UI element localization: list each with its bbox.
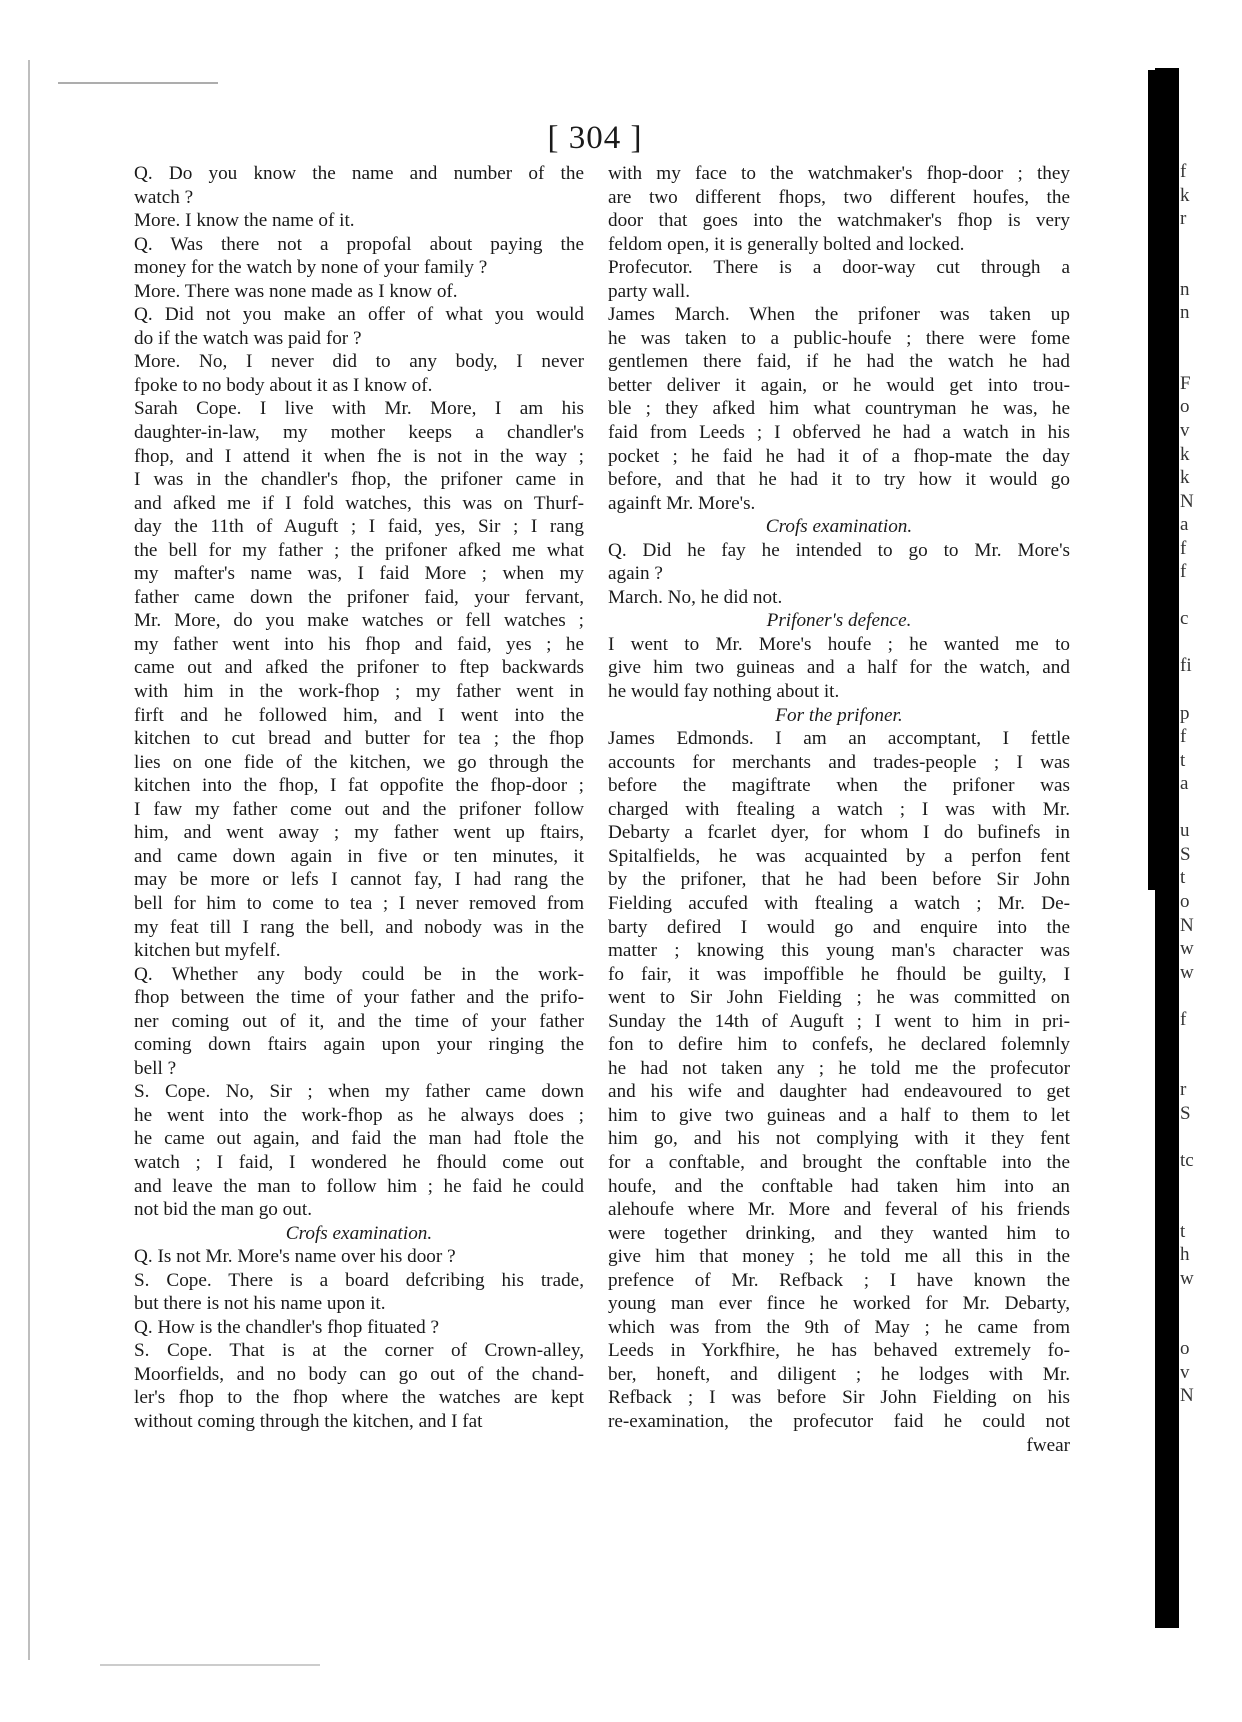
bleed-glyph: k xyxy=(1180,184,1190,206)
text-line: give him that money ; he told me all this in the xyxy=(608,1246,1070,1268)
text-line: ner coming out of it, and the time of your father xyxy=(134,1010,584,1032)
text-line: James March. When the prifoner was taken up xyxy=(608,304,1070,326)
text-line: Debarty a fcarlet dyer, for whom I do bufinefs in xyxy=(608,822,1070,844)
text-line: young man ever fince he worked for Mr. Debarty, xyxy=(608,1293,1070,1315)
text-line: Q. Whether any body could be in the work- xyxy=(134,963,584,985)
text-line: S. Cope. No, Sir ; when my father came down xyxy=(134,1081,584,1103)
text-line: by the prifoner, that he had been before Sir John xyxy=(608,869,1070,891)
bleed-glyph: tc xyxy=(1180,1149,1194,1171)
text-line: bell ? xyxy=(134,1057,177,1079)
text-line: he went into the work-fhop as he always does ; xyxy=(134,1104,584,1126)
text-line: door that goes into the watchmaker's fhop is very xyxy=(608,210,1070,232)
text-line: matter ; knowing this young man's character was xyxy=(608,940,1070,962)
text-line: watch ? xyxy=(134,186,194,208)
text-line: Crofs examination. xyxy=(285,1222,433,1244)
left-column xyxy=(134,162,584,1434)
bleed-glyph: v xyxy=(1180,420,1190,442)
text-line: accounts for merchants and trades-people ; I was xyxy=(608,751,1070,773)
bleed-glyph: c xyxy=(1180,608,1189,630)
text-line: pocket ; he faid he had it of a fhop-mate the day xyxy=(608,445,1070,467)
bleed-glyph: f xyxy=(1180,1008,1187,1030)
bleed-glyph xyxy=(1180,1125,1220,1149)
text-line: Q. Did not you make an offer of what you would xyxy=(134,304,584,326)
right-column xyxy=(608,162,1070,1457)
text-line: he was taken to a public-houfe ; there were fome xyxy=(608,327,1070,349)
bleed-glyph: r xyxy=(1180,208,1187,230)
text-line: charged with ftealing a watch ; I was with Mr. xyxy=(608,798,1070,820)
bleed-glyph xyxy=(1180,796,1220,820)
bleed-glyph: v xyxy=(1180,1361,1190,1383)
bleed-glyph: S xyxy=(1180,843,1191,865)
bleed-glyph: f xyxy=(1180,161,1187,182)
text-line: not bid the man go out. xyxy=(134,1199,312,1221)
text-line: I was in the chandler's fhop, the prifoner came in xyxy=(134,469,584,491)
scan-margin-line xyxy=(28,60,30,1660)
text-line: Refback ; I was before Sir John Fielding on his xyxy=(608,1387,1070,1409)
text-line: alehoufe where Mr. More and feveral of his friends xyxy=(608,1199,1070,1221)
bleed-glyph: r xyxy=(1180,1079,1187,1101)
text-line: James Edmonds. I am an accomptant, I fettle xyxy=(608,728,1070,750)
text-line: but there is not his name upon it. xyxy=(134,1293,386,1315)
text-line: before, and that he had it to try how it would go xyxy=(608,469,1070,491)
text-line: the bell for my father ; the prifoner afked me what xyxy=(134,539,584,561)
text-line: father came down the prifoner faid, your fervant, xyxy=(134,586,584,608)
bleed-glyph xyxy=(1180,348,1220,372)
text-line: my feat till I rang the bell, and nobody was in the xyxy=(134,916,584,938)
text-line: Sarah Cope. I live with Mr. More, I am his xyxy=(134,398,584,420)
text-line: and afked me if I fold watches, this was on Thurf- xyxy=(134,492,584,514)
text-line: and came down again in five or ten minutes, it xyxy=(134,845,584,867)
text-line: Q. Do you know the name and number of the xyxy=(134,163,584,184)
bleed-glyph: n xyxy=(1180,278,1190,300)
bleed-glyph xyxy=(1180,325,1220,349)
text-line: Mr. More, do you make watches or fell watches ; xyxy=(134,610,584,632)
text-line: money for the watch by none of your family ? xyxy=(134,257,488,279)
text-line: I went to Mr. More's houfe ; he wanted me to xyxy=(608,633,1070,655)
text-line: my father went into his fhop and faid, yes ; he xyxy=(134,633,584,655)
text-line: daughter-in-law, my mother keeps a chandler's xyxy=(134,422,584,444)
text-line: give him two guineas and a half for the watch, and xyxy=(608,657,1070,679)
text-line: better deliver it again, or he would get into trou- xyxy=(608,374,1070,396)
text-line: I faw my father come out and the prifoner follow xyxy=(134,798,584,820)
bleed-glyph: o xyxy=(1180,396,1190,418)
text-line: Sunday the 14th of Auguft ; I went to him in pri- xyxy=(608,1010,1070,1032)
text-line: again ? xyxy=(608,563,663,585)
text-line: him, and went away ; my father went up ftairs, xyxy=(134,822,584,844)
text-line: againft Mr. More's. xyxy=(608,492,756,514)
text-line: S. Cope. There is a board defcribing his trade, xyxy=(134,1269,584,1291)
text-line: kitchen into the fhop, I fat oppofite the fhop-door ; xyxy=(134,775,584,797)
text-line: went to Sir John Fielding ; he was committed on xyxy=(608,987,1070,1009)
text-line: with him in the work-fhop ; my father went in xyxy=(134,681,584,703)
text-line: bell for him to come to tea ; I never removed from xyxy=(134,892,584,914)
text-line: ber, honeft, and diligent ; he lodges with Mr. xyxy=(608,1363,1070,1385)
text-line: were together drinking, and they wanted him to xyxy=(608,1222,1070,1244)
bleed-glyph xyxy=(1180,631,1220,655)
bleed-glyph: k xyxy=(1180,467,1190,489)
bleed-glyph: fi xyxy=(1180,655,1192,677)
text-line: Profecutor. There is a door-way cut through a xyxy=(608,257,1070,279)
bleed-glyph: f xyxy=(1180,726,1187,748)
text-line: Q. Was there not a propofal about paying the xyxy=(134,233,584,255)
text-line: came out and afked the prifoner to ftep backwards xyxy=(134,657,584,679)
text-line: More. I know the name of it. xyxy=(134,210,355,232)
bleed-glyph: S xyxy=(1180,1102,1191,1124)
text-line: prefence of Mr. Refback ; I have known the xyxy=(608,1269,1070,1291)
bleed-glyph: k xyxy=(1180,443,1190,465)
text-line: do if the watch was paid for ? xyxy=(134,327,362,349)
bleed-glyph: f xyxy=(1180,561,1187,583)
text-line: kitchen but myfelf. xyxy=(134,940,281,962)
text-line: coming down ftairs again upon your ringing the xyxy=(134,1034,584,1056)
bleed-glyph: N xyxy=(1180,914,1194,936)
text-line: More. There was none made as I know of. xyxy=(134,280,458,302)
text-line: More. No, I never did to any body, I never xyxy=(134,351,584,373)
bleed-glyph: u xyxy=(1180,820,1190,842)
text-line: Fielding accufed with ftealing a watch ; Mr. De- xyxy=(608,892,1070,914)
text-line: are two different fhops, two different houfes, the xyxy=(608,186,1070,208)
bleed-glyph: o xyxy=(1180,1338,1190,1360)
bleed-glyph xyxy=(1180,1031,1220,1055)
bleed-glyph: h xyxy=(1180,1244,1190,1266)
bleed-glyph xyxy=(1180,584,1220,608)
text-line: feldom open, it is generally bolted and locked. xyxy=(608,233,965,255)
text-line: Spitalfields, he was acquainted by a perfon fent xyxy=(608,845,1070,867)
scan-top-rule xyxy=(58,82,218,84)
bleed-glyph: n xyxy=(1180,302,1190,324)
text-line: ble ; they afked him what countryman he was, he xyxy=(608,398,1070,420)
text-line: Q. Did he fay he intended to go to Mr. More's xyxy=(608,539,1070,561)
text-line: houfe, and the conftable had taken him into an xyxy=(608,1175,1070,1197)
text-line: him go, and his not complying with it they fent xyxy=(608,1128,1070,1150)
bleed-glyph: t xyxy=(1180,1220,1186,1242)
bleed-glyph xyxy=(1180,231,1220,255)
text-line: fhop between the time of your father and the prifo- xyxy=(134,987,584,1009)
bleed-glyph xyxy=(1180,1196,1220,1220)
text-line: S. Cope. That is at the corner of Crown-alley, xyxy=(134,1340,584,1362)
text-line: fpoke to no body about it as I know of. xyxy=(134,374,433,396)
text-line: he came out again, and faid the man had ftole the xyxy=(134,1128,584,1150)
bleed-glyph: w xyxy=(1180,938,1194,960)
text-line: watch ; I faid, I wondered he fhould come out xyxy=(134,1151,584,1173)
bleed-glyph xyxy=(1180,1290,1220,1314)
bleed-glyph: N xyxy=(1180,1385,1194,1407)
text-line: fo fair, it was impoffible he fhould be guilty, I xyxy=(608,963,1070,985)
text-line: before the magiftrate when the prifoner was xyxy=(608,775,1070,797)
bleed-glyph: N xyxy=(1180,490,1194,512)
page-number: [ 304 ] xyxy=(547,120,643,156)
text-line: re-examination, the profecutor faid he could not xyxy=(608,1410,1070,1432)
bleed-glyph xyxy=(1180,984,1220,1008)
bleed-glyph: o xyxy=(1180,890,1190,912)
bleed-glyph xyxy=(1180,1173,1220,1197)
text-line: and his wife and daughter had endeavoured to get xyxy=(608,1081,1070,1103)
bleed-glyph: w xyxy=(1180,1267,1194,1289)
text-line: For the prifoner. xyxy=(775,704,903,726)
bleed-glyph xyxy=(1180,1055,1220,1079)
text-line: gentlemen there faid, if he had the watch he had xyxy=(608,351,1070,373)
text-line: without coming through the kitchen, and I fat xyxy=(134,1410,483,1432)
text-line: Leeds in Yorkfhire, he has behaved extremely fo- xyxy=(608,1340,1070,1362)
text-line: may be more or lefs I cannot fay, I had rang the xyxy=(134,869,584,891)
bleed-glyph xyxy=(1180,1314,1220,1338)
text-line: Q. Is not Mr. More's name over his door ? xyxy=(134,1246,456,1268)
text-line: fhop, and I attend it when fhe is not in the way ; xyxy=(134,445,584,467)
bleed-glyph: f xyxy=(1180,537,1187,559)
text-line: him to give two guineas and a half to them to let xyxy=(608,1104,1070,1126)
text-line: firft and he followed him, and I went into the xyxy=(134,704,584,726)
scan-gutter-bar xyxy=(1155,68,1179,1628)
text-line: fwear xyxy=(1026,1434,1070,1456)
bleed-glyph: t xyxy=(1180,867,1186,889)
text-line: fon to defire him to confefs, he declared folemnly xyxy=(608,1034,1070,1056)
text-line: Crofs examination. xyxy=(765,516,913,538)
bleed-glyph: a xyxy=(1180,514,1189,536)
text-line: ler's fhop to the fhop where the watches are kept xyxy=(134,1387,584,1409)
bleed-glyph: w xyxy=(1180,961,1194,983)
facing-page-bleed-through xyxy=(1180,160,1220,1408)
text-line: faid from Leeds ; I obferved he had a watch in his xyxy=(608,422,1070,444)
text-line: day the 11th of Auguft ; I faid, yes, Sir ; I rang xyxy=(134,516,584,538)
bleed-glyph: a xyxy=(1180,773,1189,795)
text-line: he would fay nothing about it. xyxy=(608,681,840,703)
text-line: he had not taken any ; he told me the profecutor xyxy=(608,1057,1070,1079)
text-line: kitchen to cut bread and butter for tea ; the fhop xyxy=(134,728,584,750)
text-line: for a conftable, and brought the conftable into the xyxy=(608,1151,1070,1173)
bleed-glyph: t xyxy=(1180,749,1186,771)
text-line: Q. How is the chandler's fhop fituated ? xyxy=(134,1316,440,1338)
text-line: and leave the man to follow him ; he faid he could xyxy=(134,1175,584,1197)
bleed-glyph xyxy=(1180,254,1220,278)
text-line: Prifoner's defence. xyxy=(766,610,912,632)
text-line: lies on one fide of the kitchen, we go through the xyxy=(134,751,584,773)
text-line: Moorfields, and no body can go out of the chand- xyxy=(134,1363,584,1385)
text-line: March. No, he did not. xyxy=(608,586,783,608)
text-line: which was from the 9th of May ; he came from xyxy=(608,1316,1070,1338)
text-line: party wall. xyxy=(608,280,691,302)
bleed-glyph: F xyxy=(1180,372,1191,394)
text-line: my mafter's name was, I faid More ; when my xyxy=(134,563,584,585)
scan-bottom-rule xyxy=(100,1664,320,1666)
bleed-glyph: p xyxy=(1180,702,1190,724)
text-line: with my face to the watchmaker's fhop-door ; they xyxy=(608,163,1070,184)
bleed-glyph xyxy=(1180,678,1220,702)
text-line: barty defired I would go and enquire into the xyxy=(608,916,1070,938)
